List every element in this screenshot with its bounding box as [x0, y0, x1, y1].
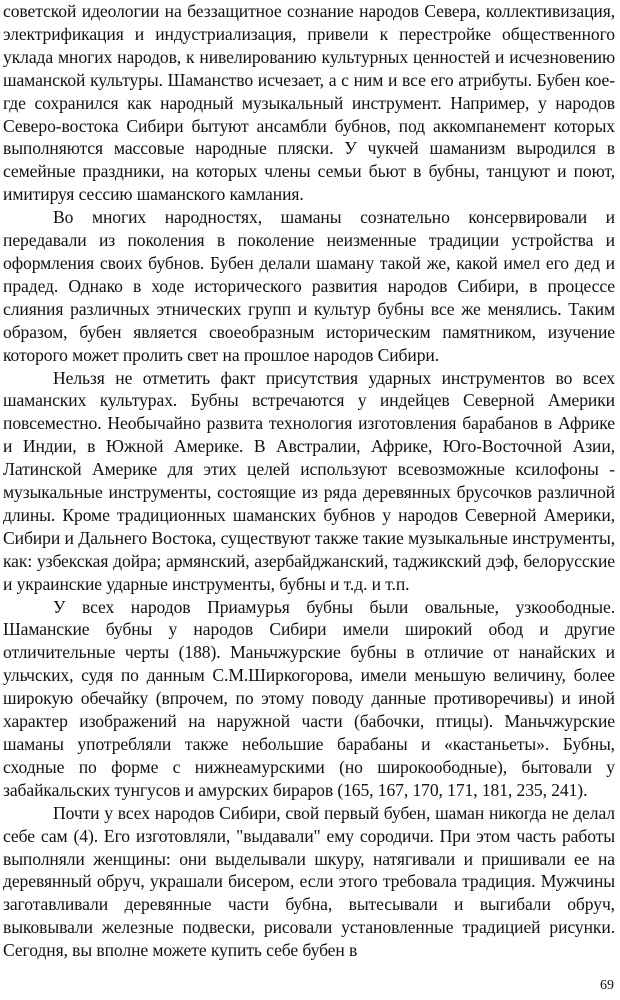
- paragraph-1: советской идеологии на беззащитное сознание народов Севера, коллективизация, электрификация и индустриализация, привели к перестройке общественного уклада многих народов, к нивелированию культурных ценностей и исчезновению шаманской культуры. Шаманство исчезает, а с ним и все его атрибуты. Бубен кое-где сохранился как народный музыкальный инструмент. Например, у народов Северо-востока Сибири бытуют ансамбли бубнов, под аккомпанемент которых выполняются массовые народные пляски. У чукчей шаманизм выродился в семейные праздники, на которых члены семьи бьют в бубны, танцуют и поют, имитируя сессию шаманского камлания.: [3, 1, 615, 205]
- paragraph-5: Почти у всех народов Сибири, свой первый бубен, шаман никогда не делал себе сам (4). Его изготовляли, "выдавали" ему сородичи. При этом часть работы выполняли женщины: они выделывали шкуру, натягивали и пришивали ее на деревянный обруч, украшали бисером, если этого требовала традиция. Мужчины заготавливали деревянные части бубна, вытесывали и выгибали обруч, выковывали железные подвески, рисовали установленные традицией рисунки. Сегодня, вы вполне можете купить себе бубен в: [3, 802, 615, 961]
- paragraph-4: У всех народов Приамурья бубны были овальные, узкоободные. Шаманские бубны у народов Сибири имели широкий обод и другие отличительные черты (188). Маньчжурские бубны в отличие от нанайских и ульчских, судя по данным С.М.Ширкогорова, имели меньшую величину, более широкую обечайку (впрочем, по этому поводу данные противоречивы) и иной характер изображений на наружной части (бабочки, птицы). Маньчжурские шаманы употребляли также небольшие барабаны и «кастаньеты». Бубны, сходные по форме с нижнеамурскими (но широкоободные), бытовали у забайкальских тунгусов и амурских бираров (165, 167, 170, 171, 181, 235, 241).: [3, 596, 615, 800]
- paragraph-2: Во многих народностях, шаманы сознательно консервировали и передавали из поколения в поколение неизменные традиции устройства и оформления своих бубнов. Бубен делали шаману такой же, какой имел его дед и прадед. Однако в ходе исторического развития народов Сибири, в процессе слияния различных этнических групп и культур бубны все же менялись. Таким образом, бубен является своеобразным историческим памятником, изучение которого может пролить свет на прошлое народов Сибири.: [3, 207, 615, 365]
- paragraph-3: Нельзя не отметить факт присутствия ударных инструментов во всех шаманских культурах. Бубны встречаются у индейцев Северной Америки повсеместно. Необычайно развита технология изготовления барабанов в Африке и Индии, в Южной Америке. В Австралии, Африке, Юго-Восточной Азии, Латинской Америке для этих целей используют всевозможные ксилофоны - музыкальные инструменты, состоящие из ряда деревянных брусочков различной длины. Кроме традиционных шаманских бубнов у народов Северной Америки, Сибири и Дальнего Востока, существуют также такие музыкальные инструменты, как: узбекская дойра; армянский, азербайджанский, таджикский дэф, белорусские и украинские ударные инструменты, бубны и т.д. и т.п.: [3, 367, 615, 594]
- document-page: [3, 0, 615, 962]
- page-number: 69: [600, 978, 614, 993]
